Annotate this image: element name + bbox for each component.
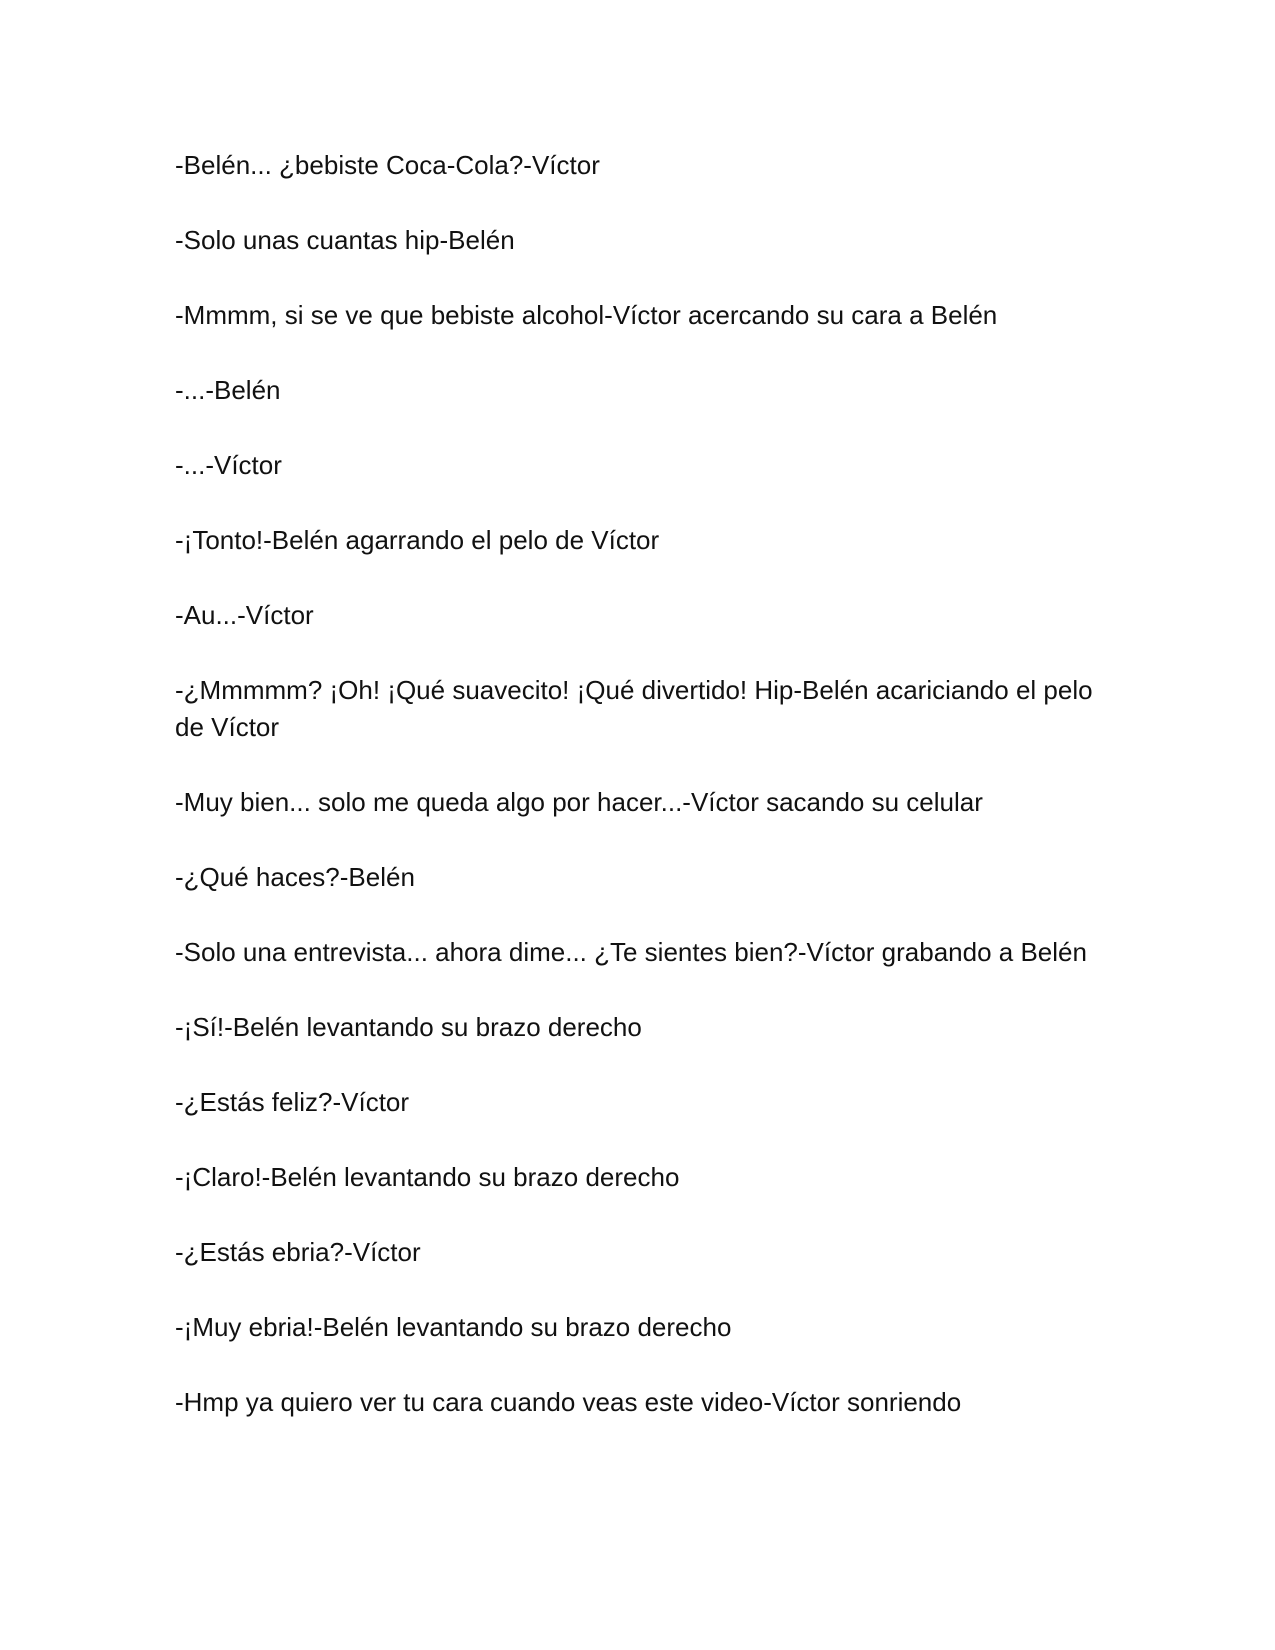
- dialogue-line: -¿Estás feliz?-Víctor: [175, 1087, 410, 1117]
- dialogue-line: -¿Qué haces?-Belén: [175, 862, 415, 892]
- dialogue-line: -¿Mmmmm? ¡Oh! ¡Qué suavecito! ¡Qué divertido! Hip-Belén acariciando el pelo de Víctor: [175, 675, 1093, 742]
- dialogue-line: -Solo unas cuantas hip-Belén: [175, 225, 515, 255]
- dialogue-line: -...-Víctor: [175, 450, 282, 480]
- dialogue-line: -...-Belén: [175, 375, 281, 405]
- dialogue-line: -¡Tonto!-Belén agarrando el pelo de Víctor: [175, 525, 660, 555]
- dialogue-line: -Mmmm, si se ve que bebiste alcohol-Víctor acercando su cara a Belén: [175, 300, 998, 330]
- dialogue-line: -Au...-Víctor: [175, 600, 314, 630]
- dialogue-line: -¡Claro!-Belén levantando su brazo derecho: [175, 1162, 680, 1192]
- dialogue-line: -Hmp ya quiero ver tu cara cuando veas este video-Víctor sonriendo: [175, 1387, 962, 1417]
- dialogue-line: -Solo una entrevista... ahora dime... ¿Te sientes bien?-Víctor grabando a Belén: [175, 937, 1087, 967]
- dialogue-line: -Belén... ¿bebiste Coca-Cola?-Víctor: [175, 150, 600, 180]
- dialogue-line: -Muy bien... solo me queda algo por hacer...-Víctor sacando su celular: [175, 787, 983, 817]
- document-body: [175, 147, 1095, 1459]
- dialogue-line: -¡Muy ebria!-Belén levantando su brazo derecho: [175, 1312, 732, 1342]
- dialogue-line: -¡Sí!-Belén levantando su brazo derecho: [175, 1012, 642, 1042]
- dialogue-line: -¿Estás ebria?-Víctor: [175, 1237, 421, 1267]
